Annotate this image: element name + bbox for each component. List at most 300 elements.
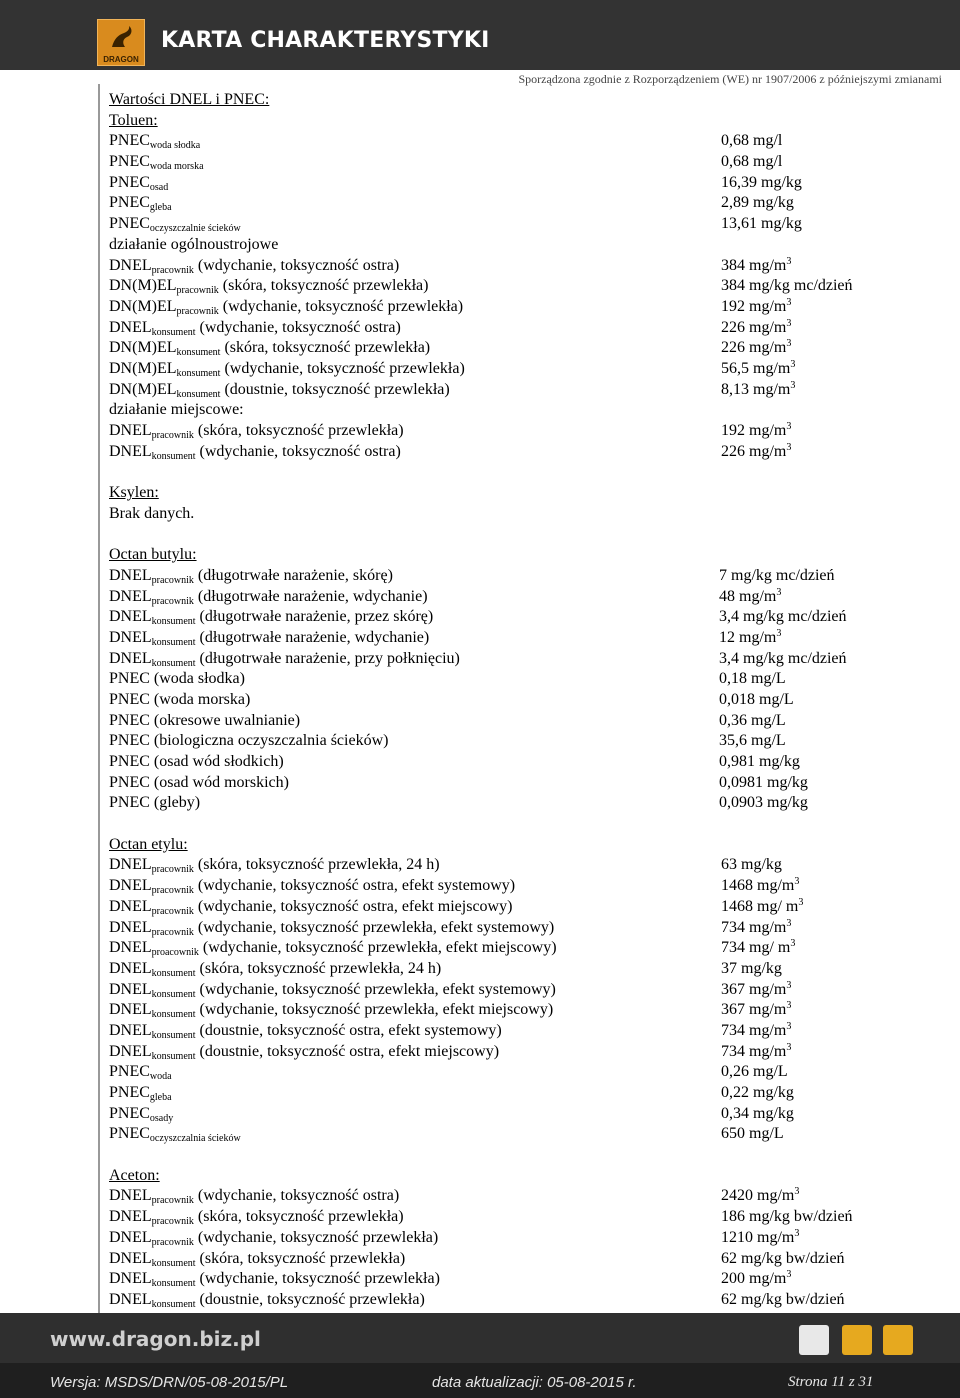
- parameter-name: DNEL: [109, 877, 152, 895]
- value-text: 0,018 mg/L: [719, 690, 794, 708]
- paragraph-text: Brak danych.: [109, 504, 195, 522]
- value-text: 734 mg/ m: [721, 939, 791, 957]
- row-label: [109, 587, 428, 608]
- parameter-name: PNEC (osad wód słodkich): [109, 753, 284, 770]
- row-value: [721, 193, 794, 214]
- parameter-subscript: konsument: [151, 657, 196, 669]
- value-row: [109, 421, 939, 442]
- value-row: [109, 1124, 939, 1145]
- row-value: [721, 152, 782, 173]
- value-text: 367 mg/m: [721, 980, 787, 998]
- parameter-name: DNEL: [109, 918, 152, 936]
- row-label: [109, 400, 244, 421]
- row-label: [109, 193, 172, 214]
- value-row: [109, 938, 939, 959]
- row-label: [109, 442, 401, 463]
- section-heading: [109, 545, 939, 566]
- regulation-subtitle: Sporządzona zgodnie z Rozporządzeniem (WE) nr 1907/2006 z późniejszymi zmianami: [518, 72, 942, 86]
- value-text: 734 mg/m: [721, 918, 787, 936]
- row-value: [721, 421, 791, 442]
- value-row: [109, 297, 939, 318]
- parameter-description: (wdychanie, toksyczność przewlekła, efekt miejscowy): [198, 939, 557, 957]
- unit-superscript: 3: [786, 1020, 792, 1032]
- row-label: [109, 483, 159, 504]
- parameter-subscript: konsument: [151, 988, 196, 1000]
- parameter-subscript: konsument: [151, 616, 196, 628]
- value-text: 0,22 mg/kg: [721, 1084, 794, 1101]
- parameter-subscript: konsument: [176, 388, 221, 400]
- spacer: [109, 524, 939, 545]
- parameter-subscript: pracownik: [151, 905, 194, 917]
- row-label: [109, 421, 404, 442]
- row-value: [721, 980, 791, 1001]
- row-label: [109, 1021, 502, 1042]
- value-row: [109, 1228, 939, 1249]
- parameter-name: DNEL: [109, 649, 152, 667]
- row-label: [109, 276, 428, 297]
- heading-text: Octan etylu:: [109, 835, 188, 853]
- parameter-subscript: konsument: [151, 1278, 196, 1290]
- parameter-description: (wdychanie, toksyczność ostra, efekt miejscowy): [193, 897, 513, 915]
- unit-superscript: 3: [786, 421, 792, 432]
- row-value: [719, 649, 847, 670]
- row-value: [719, 690, 794, 711]
- row-label: [109, 980, 556, 1001]
- value-text: 8,13 mg/m: [721, 380, 791, 398]
- row-label: [109, 1042, 499, 1063]
- parameter-name: DNEL: [109, 587, 152, 605]
- parameter-subscript: konsument: [151, 1029, 196, 1041]
- row-value: [721, 1021, 791, 1042]
- row-label: [109, 1186, 399, 1207]
- row-label: [109, 131, 200, 152]
- page-footer: [0, 1313, 960, 1398]
- document-title: KARTA CHARAKTERYSTYKI: [161, 28, 490, 53]
- value-text: 200 mg/m: [721, 1270, 787, 1288]
- parameter-description: (doustnie, toksyczność ostra, efekt systemowy): [195, 1021, 502, 1039]
- value-text: 384 mg/kg mc/dzień: [721, 277, 853, 295]
- value-row: [109, 980, 939, 1001]
- parameter-name: PNEC: [109, 153, 150, 171]
- value-row: [109, 318, 939, 339]
- parameter-description: (skóra, toksyczność przewlekła, 24 h): [195, 959, 442, 977]
- parameter-description: (skóra, toksyczność przewlekła): [193, 1208, 404, 1226]
- value-text: 2420 mg/m: [721, 1187, 795, 1205]
- value-row: [109, 897, 939, 918]
- value-row: [109, 1042, 939, 1063]
- parameter-description: (skóra, toksyczność przewlekła): [195, 1249, 406, 1267]
- row-value: [719, 566, 835, 587]
- row-label: [109, 773, 289, 794]
- parameter-description: (wdychanie, toksyczność ostra): [195, 318, 401, 336]
- parameter-subscript: gleba: [149, 202, 172, 214]
- value-row: [109, 607, 939, 628]
- value-text: 56,5 mg/m: [721, 359, 791, 377]
- parameter-name: DNEL: [109, 1187, 152, 1205]
- row-label: [109, 111, 158, 132]
- update-date: data aktualizacji: 05-08-2015 r.: [432, 1374, 637, 1391]
- paragraph-text: działanie ogólnoustrojowe: [109, 235, 279, 253]
- value-text: 0,0981 mg/kg: [719, 773, 808, 791]
- parameter-description: (wdychanie, toksyczność przewlekła): [220, 359, 465, 377]
- value-text: 12 mg/m: [719, 628, 777, 646]
- row-value: [721, 173, 802, 194]
- value-text: 0,68 mg/l: [721, 153, 783, 171]
- unit-superscript: 3: [786, 296, 792, 308]
- value-text: 48 mg/m: [719, 587, 777, 605]
- value-text: 62 mg/kg bw/dzień: [721, 1290, 845, 1308]
- parameter-subscript: konsument: [151, 1050, 196, 1062]
- value-row: [109, 855, 939, 876]
- row-value: [721, 442, 791, 463]
- text-line: [109, 235, 939, 256]
- parameter-name: DNEL: [109, 442, 152, 460]
- unit-superscript: 3: [790, 938, 796, 950]
- parameter-name: PNEC: [109, 194, 150, 212]
- row-value: [719, 628, 781, 649]
- spacer: [109, 1145, 939, 1166]
- row-value: [721, 1186, 799, 1207]
- parameter-subscript: proacownik: [151, 947, 199, 959]
- parameter-name: DNEL: [109, 1270, 152, 1288]
- footer-square-orange: [883, 1325, 913, 1355]
- row-value: [719, 793, 808, 814]
- heading-text: Aceton:: [109, 1166, 160, 1184]
- parameter-subscript: konsument: [151, 1009, 196, 1021]
- parameter-name: DN(M)EL: [109, 380, 177, 398]
- value-text: 192 mg/m: [721, 297, 787, 315]
- parameter-description: (wdychanie, toksyczność ostra): [195, 442, 401, 460]
- row-label: [109, 1104, 173, 1125]
- parameter-description: (długotrwałe narażenie, wdychanie): [195, 628, 430, 646]
- row-value: [721, 380, 795, 401]
- value-row: [109, 152, 939, 173]
- parameter-subscript: konsument: [151, 326, 196, 338]
- parameter-name: DNEL: [109, 318, 152, 336]
- section-heading: [109, 835, 939, 856]
- row-label: [109, 918, 554, 939]
- row-value: [721, 1104, 794, 1125]
- row-label: [109, 711, 300, 732]
- parameter-name: PNEC (okresowe uwalnianie): [109, 711, 301, 729]
- section-heading: [109, 90, 939, 111]
- value-row: [109, 959, 939, 980]
- value-text: 62 mg/kg bw/dzień: [721, 1249, 845, 1267]
- value-row: [109, 1290, 939, 1311]
- parameter-description: (skóra, toksyczność przewlekła): [218, 277, 429, 295]
- row-label: [109, 690, 250, 711]
- unit-superscript: 3: [790, 379, 796, 391]
- parameter-name: DNEL: [109, 1228, 152, 1246]
- heading-text: Wartości DNEL i PNEC:: [109, 91, 270, 108]
- value-row: [109, 193, 939, 214]
- value-text: 192 mg/m: [721, 422, 787, 439]
- parameter-subscript: pracownik: [151, 926, 194, 938]
- parameter-name: PNEC: [109, 1125, 150, 1143]
- row-label: [109, 876, 515, 897]
- unit-superscript: 3: [786, 441, 792, 453]
- value-text: 226 mg/m: [721, 442, 787, 460]
- unit-superscript: 3: [786, 1269, 792, 1281]
- unit-superscript: 3: [794, 1227, 800, 1239]
- unit-superscript: 3: [798, 896, 804, 908]
- parameter-subscript: konsument: [151, 967, 196, 979]
- value-text: 37 mg/kg: [721, 959, 782, 977]
- value-row: [109, 628, 939, 649]
- parameter-name: DNEL: [109, 1290, 152, 1308]
- page-header: [0, 0, 960, 70]
- parameter-description: (wdychanie, toksyczność przewlekła, efekt miejscowy): [195, 1001, 554, 1019]
- unit-superscript: 3: [794, 1186, 800, 1198]
- heading-text: Octan butylu:: [109, 546, 197, 564]
- row-value: [721, 918, 791, 939]
- value-text: 7 mg/kg mc/dzień: [719, 566, 835, 584]
- parameter-name: DNEL: [109, 566, 152, 584]
- unit-superscript: 3: [794, 876, 800, 888]
- parameter-subscript: pracownik: [151, 264, 194, 276]
- value-text: 0,34 mg/kg: [721, 1104, 794, 1122]
- row-value: [721, 1062, 788, 1083]
- row-value: [721, 1207, 853, 1228]
- row-value: [721, 1042, 791, 1063]
- logo-text: DRAGON: [103, 55, 139, 64]
- parameter-subscript: pracownik: [176, 285, 219, 297]
- row-label: [109, 938, 557, 959]
- paragraph-text: działanie miejscowe:: [109, 401, 244, 419]
- value-row: [109, 649, 939, 670]
- value-row: [109, 173, 939, 194]
- parameter-description: (wdychanie, toksyczność przewlekła, efekt systemowy): [195, 980, 556, 998]
- value-text: 3,4 mg/kg mc/dzień: [719, 608, 847, 626]
- value-text: 16,39 mg/kg: [721, 173, 802, 191]
- parameter-name: PNEC (woda słodka): [109, 670, 245, 688]
- row-label: [109, 649, 460, 670]
- parameter-subscript: oczyszczalnie ścieków: [149, 223, 241, 235]
- parameter-subscript: woda morska: [149, 161, 204, 173]
- version-text: Wersja: MSDS/DRN/05-08-2015/PL: [50, 1374, 289, 1391]
- row-label: [109, 90, 269, 111]
- parameter-name: PNEC: [109, 173, 150, 191]
- footer-square-orange: [842, 1325, 872, 1355]
- parameter-subscript: pracownik: [151, 430, 194, 441]
- parameter-description: (wdychanie, toksyczność przewlekła, efekt systemowy): [193, 918, 555, 936]
- row-label: [109, 1290, 425, 1311]
- row-value: [721, 131, 782, 152]
- parameter-subscript: pracownik: [151, 574, 194, 586]
- row-label: [109, 607, 433, 628]
- value-text: 734 mg/m: [721, 1042, 787, 1060]
- parameter-description: (doustnie, toksyczność przewlekła): [220, 380, 450, 398]
- parameter-name: PNEC: [109, 132, 150, 150]
- row-label: [109, 1000, 553, 1021]
- parameter-description: (wdychanie, toksyczność ostra, efekt systemowy): [193, 877, 516, 895]
- row-label: [109, 1083, 172, 1104]
- row-value: [719, 711, 786, 732]
- value-row: [109, 131, 939, 152]
- row-value: [721, 1124, 784, 1145]
- value-row: [109, 1021, 939, 1042]
- parameter-subscript: pracownik: [151, 595, 194, 607]
- value-row: [109, 793, 939, 814]
- row-value: [721, 876, 799, 897]
- value-row: [109, 276, 939, 297]
- row-label: [109, 669, 245, 690]
- row-label: [109, 380, 450, 401]
- parameter-name: DNEL: [109, 939, 152, 957]
- parameter-name: DNEL: [109, 897, 152, 915]
- row-label: [109, 545, 197, 566]
- unit-superscript: 3: [790, 358, 796, 370]
- parameter-subscript: konsument: [151, 636, 196, 648]
- row-label: [109, 173, 168, 194]
- value-text: 1210 mg/m: [721, 1228, 795, 1246]
- value-row: [109, 566, 939, 587]
- value-text: 63 mg/kg: [721, 856, 782, 874]
- unit-superscript: 3: [786, 1000, 792, 1012]
- row-value: [721, 214, 802, 235]
- row-label: [109, 256, 399, 277]
- row-value: [719, 731, 786, 752]
- row-value: [721, 1290, 845, 1311]
- parameter-name: PNEC (biologiczna oczyszczalnia ścieków): [109, 732, 389, 750]
- dragon-logo: [97, 19, 145, 66]
- value-row: [109, 587, 939, 608]
- parameter-description: (długotrwałe narażenie, wdychanie): [193, 587, 428, 605]
- row-label: [109, 214, 241, 235]
- parameter-subscript: konsument: [176, 347, 221, 359]
- row-label: [109, 1124, 241, 1145]
- value-text: 13,61 mg/kg: [721, 215, 802, 233]
- value-row: [109, 1207, 939, 1228]
- parameter-name: PNEC: [109, 1104, 150, 1122]
- heading-text: Toluen:: [109, 111, 158, 129]
- parameter-name: PNEC (osad wód morskich): [109, 773, 289, 791]
- row-label: [109, 1249, 405, 1270]
- row-label: [109, 731, 388, 752]
- row-label: [109, 359, 465, 380]
- value-row: [109, 711, 939, 732]
- parameter-name: DNEL: [109, 1021, 152, 1039]
- unit-superscript: 3: [776, 627, 782, 639]
- row-label: [109, 959, 441, 980]
- spacer: [109, 462, 939, 483]
- parameter-name: DNEL: [109, 856, 152, 874]
- parameter-description: (długotrwałe narażenie, skórę): [193, 566, 393, 584]
- parameter-description: (doustnie, toksyczność ostra, efekt miejscowy): [195, 1042, 500, 1060]
- parameter-description: (doustnie, toksyczność przewlekła): [195, 1290, 425, 1308]
- value-text: 0,0903 mg/kg: [719, 794, 808, 812]
- row-value: [721, 297, 791, 318]
- parameter-subscript: pracownik: [151, 1216, 194, 1228]
- value-text: 0,981 mg/kg: [719, 753, 800, 770]
- row-value: [719, 669, 786, 690]
- value-text: 226 mg/m: [721, 339, 787, 357]
- row-value: [719, 587, 781, 608]
- footer-square-light: [799, 1325, 829, 1355]
- row-label: [109, 752, 284, 773]
- parameter-name: PNEC (woda morska): [109, 690, 251, 708]
- value-row: [109, 752, 939, 773]
- row-value: [721, 897, 803, 918]
- row-label: [109, 318, 401, 339]
- value-text: 35,6 mg/L: [719, 732, 786, 750]
- parameter-subscript: gleba: [149, 1092, 172, 1103]
- parameter-description: (długotrwałe narażenie, przy połknięciu): [195, 649, 460, 667]
- row-label: [109, 1269, 440, 1290]
- row-value: [721, 256, 791, 277]
- row-label: [109, 504, 194, 525]
- row-label: [109, 897, 512, 918]
- page-number: Strona 11 z 31: [788, 1374, 874, 1390]
- row-value: [721, 359, 795, 380]
- row-value: [719, 607, 847, 628]
- parameter-name: DN(M)EL: [109, 359, 177, 377]
- value-text: 0,68 mg/l: [721, 132, 783, 150]
- parameter-subscript: osady: [149, 1112, 174, 1124]
- parameter-name: DNEL: [109, 256, 152, 274]
- value-row: [109, 1083, 939, 1104]
- value-row: [109, 256, 939, 277]
- row-label: [109, 1228, 438, 1249]
- parameter-subscript: woda słodka: [149, 140, 201, 152]
- value-row: [109, 214, 939, 235]
- parameter-description: (wdychanie, toksyczność przewlekła): [195, 1270, 440, 1288]
- unit-superscript: 3: [776, 586, 782, 598]
- value-text: 734 mg/m: [721, 1021, 787, 1039]
- parameter-subscript: pracownik: [151, 1195, 194, 1207]
- parameter-description: (skóra, toksyczność przewlekła, 24 h): [193, 856, 440, 874]
- value-text: 3,4 mg/kg mc/dzień: [719, 649, 847, 667]
- value-text: 1468 mg/m: [721, 877, 795, 895]
- value-row: [109, 773, 939, 794]
- row-label: [109, 152, 204, 173]
- value-text: 0,36 mg/L: [719, 711, 786, 729]
- parameter-subscript: konsument: [151, 1257, 196, 1269]
- parameter-description: (skóra, toksyczność przewlekła): [193, 422, 404, 439]
- parameter-name: DNEL: [109, 628, 152, 646]
- parameter-subscript: pracownik: [176, 305, 219, 317]
- row-value: [721, 855, 782, 876]
- parameter-description: (wdychanie, toksyczność przewlekła): [193, 1228, 439, 1246]
- parameter-description: (skóra, toksyczność przewlekła): [220, 339, 431, 357]
- value-row: [109, 876, 939, 897]
- value-row: [109, 1249, 939, 1270]
- unit-superscript: 3: [786, 255, 792, 267]
- parameter-name: DN(M)EL: [109, 297, 177, 315]
- section-heading: [109, 1166, 939, 1187]
- value-text: 367 mg/m: [721, 1001, 787, 1019]
- value-row: [109, 1269, 939, 1290]
- parameter-name: DNEL: [109, 1249, 152, 1267]
- row-label: [109, 338, 430, 359]
- parameter-subscript: pracownik: [151, 1236, 194, 1248]
- value-row: [109, 690, 939, 711]
- row-value: [721, 1269, 791, 1290]
- parameter-subscript: konsument: [151, 450, 196, 462]
- website-link[interactable]: www.dragon.biz.pl: [50, 1327, 261, 1351]
- parameter-name: DNEL: [109, 1208, 152, 1226]
- spacer: [109, 814, 939, 835]
- row-value: [719, 773, 808, 794]
- value-row: [109, 731, 939, 752]
- row-value: [721, 1083, 794, 1104]
- row-value: [721, 959, 782, 980]
- parameter-subscript: konsument: [176, 367, 221, 379]
- parameter-description: (wdychanie, toksyczność ostra): [193, 256, 400, 274]
- parameter-name: DNEL: [109, 608, 152, 626]
- value-row: [109, 1186, 939, 1207]
- parameter-name: DNEL: [109, 1001, 152, 1019]
